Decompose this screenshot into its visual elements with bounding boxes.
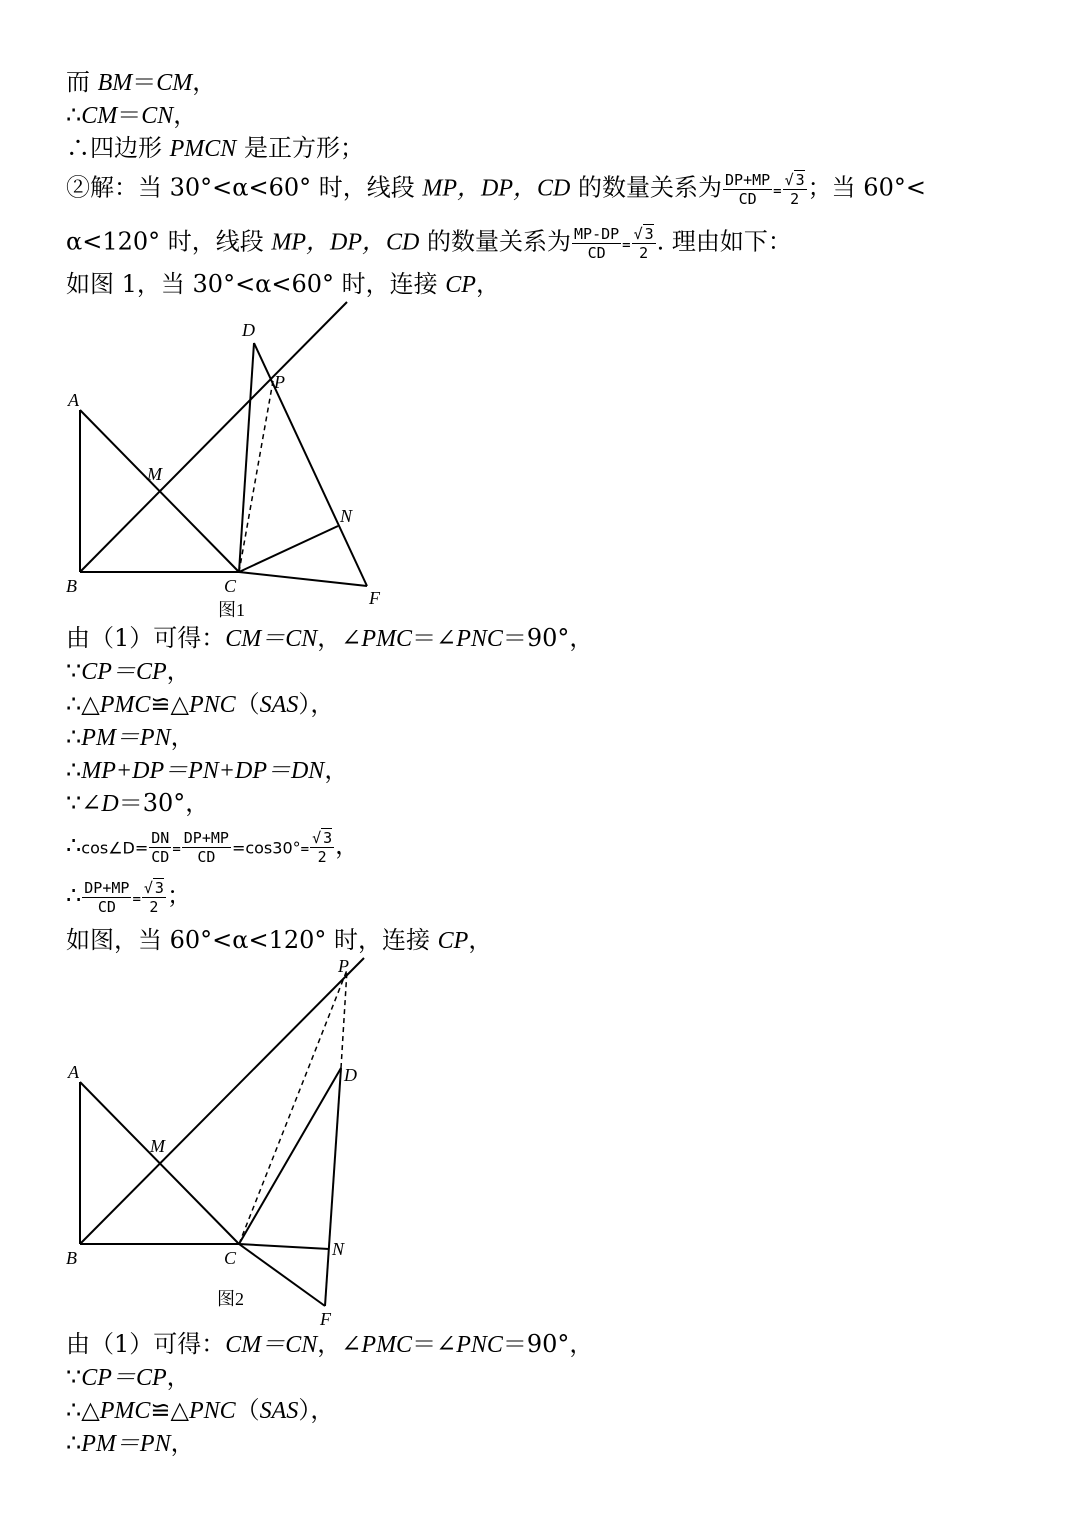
figure-2 <box>60 952 380 1330</box>
math-var: PNC <box>188 692 236 718</box>
point-label-f: F <box>369 588 380 608</box>
text: ）， <box>298 1396 335 1424</box>
point-label-m: M <box>147 464 162 484</box>
fraction-dn-cd: $\frac{DN}{CD}$ <box>151 828 170 866</box>
figure-caption: 图2 <box>217 1289 244 1309</box>
text: ∵∠ <box>66 789 102 817</box>
point-label-p: P <box>274 372 285 392</box>
text: ∴△ <box>66 690 100 718</box>
text-line-5: α<120° 时，线段 MP，DP，CD 的数量关系为 $\frac{MP-DP}{CD}$ = $\frac{√ 3}{2}$ . 理由如下： <box>66 224 792 262</box>
point-label-d: D <box>242 320 255 340</box>
text: ＝30°， <box>118 789 210 817</box>
text: 而 <box>66 68 98 96</box>
math-var: CM＝CN <box>225 626 318 652</box>
text: ＝∠ <box>412 1330 457 1358</box>
text: （ <box>235 1396 260 1424</box>
text-line-11 <box>66 754 348 787</box>
point-label-c: C <box>224 576 237 596</box>
text: 的数量关系为 <box>570 173 723 202</box>
text: α<120° 时，线段 <box>66 227 272 256</box>
segment-dp-dashed <box>341 970 347 1068</box>
segment-df <box>325 1068 341 1306</box>
math-var: PMC <box>361 1332 413 1358</box>
text: ≌△ <box>150 1396 189 1424</box>
text: ≌△ <box>150 690 189 718</box>
fraction-sqrt3-2: $\frac{√ 3}{2}$ <box>312 829 333 866</box>
segment-cp-dashed <box>239 970 347 1244</box>
text: ∵ <box>66 657 82 685</box>
text: ， <box>468 926 493 954</box>
math-var: CM <box>156 70 193 96</box>
text: . 理由如下： <box>656 227 792 256</box>
text: 由（1）可得： <box>66 624 226 652</box>
fraction-dp-mp-cd: $\frac{DP+MP}{CD}$ <box>183 828 229 866</box>
text: =cos30° <box>231 838 301 858</box>
text: ＝ <box>132 68 157 96</box>
segment-cf <box>239 1244 325 1306</box>
math-var: CM＝CN <box>225 1332 318 1358</box>
text: ＝90°， <box>502 1330 594 1358</box>
point-label-b: B <box>66 1248 77 1268</box>
text: cos∠D= <box>81 838 149 858</box>
text: ∴ <box>66 831 82 860</box>
text-line-19 <box>66 1427 195 1460</box>
text: ， <box>173 101 198 129</box>
text: ， <box>170 1429 195 1457</box>
text: 的数量关系为 <box>419 227 572 256</box>
text: ＝90°， <box>502 624 594 652</box>
math-var: CP＝CP <box>81 659 167 685</box>
text-line-6 <box>66 268 500 301</box>
text-line-10 <box>66 721 195 754</box>
text-line-2 <box>66 99 197 132</box>
text: ；当 60°< <box>807 173 926 202</box>
text-line-12 <box>66 787 209 820</box>
segment-cf <box>239 572 367 586</box>
text: 是正方形； <box>236 134 364 162</box>
text-line-17 <box>66 1361 191 1394</box>
math-var: PNC <box>188 1398 236 1424</box>
math-var: PM＝PN <box>81 725 171 751</box>
point-label-f: F <box>320 1309 331 1329</box>
text: ∴ <box>66 1429 82 1457</box>
text: ∴四边形 <box>66 134 170 162</box>
point-label-c: C <box>224 1248 237 1268</box>
text-line-18 <box>66 1394 334 1427</box>
point-label-p: P <box>338 956 349 976</box>
fraction-dp-mp-cd: $\frac{DP+MP}{CD}$ <box>725 170 771 208</box>
point-label-m: M <box>150 1136 165 1156</box>
text: ②解：当 30°<α<60° 时，线段 <box>66 173 423 202</box>
math-var: PM＝PN <box>81 1431 171 1457</box>
math-var: CP <box>437 928 469 954</box>
text: ，∠ <box>317 1330 362 1358</box>
text: 如图 1，当 30°<α<60° 时，连接 <box>66 270 446 298</box>
math-var: BM <box>97 70 133 96</box>
line-bp <box>80 302 347 572</box>
point-label-b: B <box>66 576 77 596</box>
figure-caption: 图1 <box>218 600 245 620</box>
text: ）， <box>298 690 335 718</box>
text: ∵ <box>66 1363 82 1391</box>
text-line-1 <box>66 66 216 99</box>
text-line-8 <box>66 655 191 688</box>
math-var: CN <box>141 103 174 129</box>
math-var: PNC <box>456 1332 503 1358</box>
segment-cp-dashed <box>239 381 273 572</box>
text-line-4: ②解：当 30°<α<60° 时，线段 MP，DP，CD 的数量关系为 $\frac{DP+MP}{CD}$ = $\frac{√ 3}{2}$ ；当 60°< <box>66 170 926 208</box>
math-var: SAS <box>259 692 299 718</box>
math-var: MP，DP，CD <box>271 229 420 256</box>
text-line-16 <box>66 1328 593 1361</box>
math-var: PMCN <box>169 136 237 162</box>
fraction-sqrt3-2: $\frac{√ 3}{2}$ <box>143 879 164 916</box>
math-var: D <box>101 791 119 817</box>
text: ， <box>335 831 360 860</box>
math-var: CP＝CP <box>81 1365 167 1391</box>
text-line-7 <box>66 622 593 655</box>
text: ， <box>170 723 195 751</box>
math-var: PMC <box>99 692 151 718</box>
text: ∴ <box>66 756 82 784</box>
point-label-a: A <box>68 390 79 410</box>
text-line-13: ∴cos∠D= $\frac{DN}{CD}$ = $\frac{DP+MP}{CD}$ =cos30°= $\frac{√ 3}{2}$ ， <box>66 828 360 866</box>
text: ， <box>324 756 349 784</box>
text: ； <box>166 881 191 910</box>
math-var: CP <box>445 272 476 298</box>
text: ∴ <box>66 881 82 910</box>
math-var: MP+DP＝PN+DP＝DN <box>81 758 325 784</box>
segment-cd <box>239 343 254 572</box>
text: 由（1）可得： <box>66 1330 226 1358</box>
math-var: PMC <box>361 626 413 652</box>
math-var: PMC <box>99 1398 151 1424</box>
point-label-n: N <box>332 1239 345 1259</box>
text: ，∠ <box>317 624 362 652</box>
text: ∴△ <box>66 1396 100 1424</box>
fraction-sqrt3-2: $\frac{√ 3}{2}$ <box>784 171 805 208</box>
text: ， <box>166 1363 191 1391</box>
point-label-a: A <box>68 1062 79 1082</box>
text: ， <box>166 657 191 685</box>
segment-df <box>254 343 367 586</box>
text: ， <box>192 68 217 96</box>
text-line-9 <box>66 688 334 721</box>
math-var: SAS <box>259 1398 299 1424</box>
segment-cn <box>239 526 338 572</box>
point-label-d: D <box>344 1065 357 1085</box>
fraction-mp-dp-cd: $\frac{MP-DP}{CD}$ <box>574 224 620 262</box>
fraction-sqrt3-2: $\frac{√ 3}{2}$ <box>633 225 654 262</box>
math-var: PNC <box>456 626 503 652</box>
text-line-3 <box>66 132 364 165</box>
text: ＝ <box>117 101 142 129</box>
segment-cd <box>239 1068 341 1244</box>
text: ＝∠ <box>412 624 457 652</box>
math-var: CM <box>81 103 118 129</box>
fraction-dp-mp-cd: $\frac{DP+MP}{CD}$ <box>84 878 130 916</box>
text: ∴ <box>66 723 82 751</box>
text: ， <box>475 270 500 298</box>
text: 如图，当 60°<α<120° 时，连接 <box>66 926 438 954</box>
figure-1 <box>60 298 400 623</box>
point-label-n: N <box>340 506 353 526</box>
segment-cn <box>239 1244 329 1249</box>
math-var: MP，DP，CD <box>422 175 571 202</box>
text: （ <box>235 690 260 718</box>
text-line-14: ∴ $\frac{DP+MP}{CD}$ = $\frac{√ 3}{2}$ ； <box>66 878 191 916</box>
text: ∴ <box>66 101 82 129</box>
